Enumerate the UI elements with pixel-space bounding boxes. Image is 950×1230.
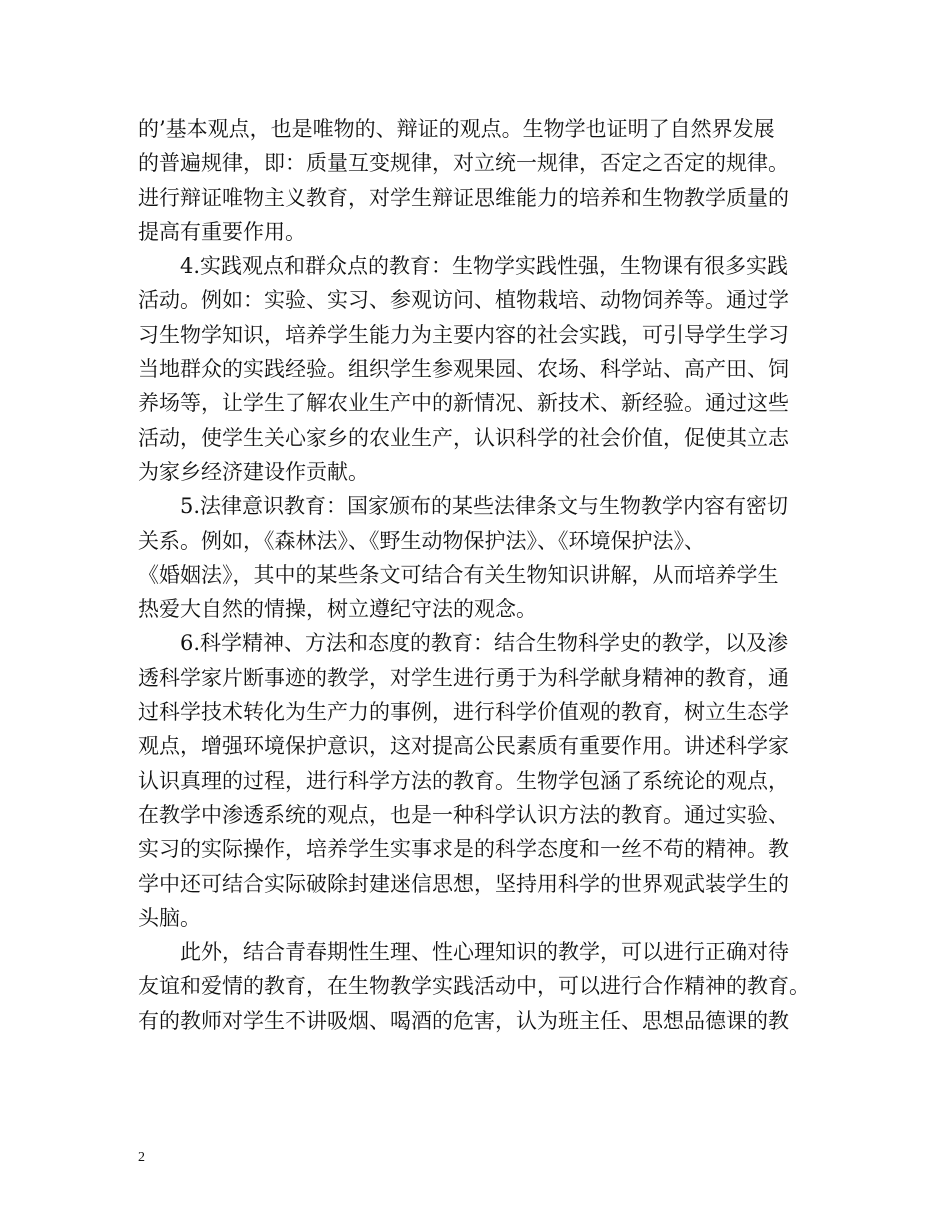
paragraph-first-line: 此外，结合青春期性生理、性心理知识的教学，可以进行正确对待 xyxy=(180,940,789,965)
paragraph-first-line: 6.科学精神、方法和态度的教育：结合生物科学史的教学，以及渗 xyxy=(180,631,789,656)
paragraph-line: 活动。例如：实验、实习、参观访问、植物栽培、动物饲养等。通过学 xyxy=(138,288,789,313)
paragraph-line: 头脑。 xyxy=(138,905,201,930)
paragraph-line: 学中还可结合实际破除封建迷信思想，坚持用科学的世界观武装学生的 xyxy=(138,871,789,896)
paragraph-line: 《婚姻法》，其中的某些条文可结合有关生物知识讲解，从而培养学生 xyxy=(138,562,779,587)
body-text xyxy=(138,112,828,1038)
paragraph-first-line: 5.法律意识教育：国家颁布的某些法律条文与生物教学内容有密切 xyxy=(180,494,789,519)
paragraph-line: 的普遍规律，即：质量互变规律，对立统一规律，否定之否定的规律。 xyxy=(138,151,789,176)
paragraph-first-line: 4.实践观点和群众点的教育：生物学实践性强，生物课有很多实践 xyxy=(180,254,789,279)
paragraph-line: 热爱大自然的情操，树立遵纪守法的观念。 xyxy=(138,597,537,622)
paragraph-line: 的’基本观点，也是唯物的、辩证的观点。生物学也证明了自然界发展 xyxy=(138,117,775,141)
paragraph-line: 为家乡经济建设作贡献。 xyxy=(138,459,369,484)
paragraph-line: 过科学技术转化为生产力的事例，进行科学价值观的教育，树立生态学 xyxy=(138,700,789,725)
paragraph-line: 实习的实际操作，培养学生实事求是的科学态度和一丝不苟的精神。教 xyxy=(138,837,789,862)
paragraph-line: 观点，增强环境保护意识，这对提高公民素质有重要作用。讲述科学家 xyxy=(138,734,789,759)
paragraph-line: 当地群众的实践经验。组织学生参观果园、农场、科学站、高产田、饲 xyxy=(138,357,789,382)
paragraph-line: 提高有重要作用。 xyxy=(138,219,306,244)
page-number: 2 xyxy=(138,1150,145,1165)
paragraph-line: 活动，使学生关心家乡的农业生产，认识科学的社会价值，促使其立志 xyxy=(138,425,789,450)
paragraph-line: 在教学中渗透系统的观点，也是一种科学认识方法的教育。通过实验、 xyxy=(138,802,789,827)
paragraph-line: 关系。例如，《森林法》、《野生动物保护法》、《环境保护法》、 xyxy=(138,528,705,553)
paragraph-line: 养场等，让学生了解农业生产中的新情况、新技术、新经验。通过这些 xyxy=(138,391,789,416)
paragraph-line: 进行辩证唯物主义教育，对学生辩证思维能力的培养和生物教学质量的 xyxy=(138,185,789,210)
paragraph-line: 有的教师对学生不讲吸烟、喝酒的危害，认为班主任、思想品德课的教 xyxy=(138,1008,789,1033)
paragraph-line: 认识真理的过程，进行科学方法的教育。生物学包涵了系统论的观点， xyxy=(138,768,789,793)
paragraph-line: 友谊和爱情的教育，在生物教学实践活动中，可以进行合作精神的教育。 xyxy=(138,974,810,999)
paragraph-line: 习生物学知识，培养学生能力为主要内容的社会实践，可引导学生学习 xyxy=(138,322,789,347)
paragraph-line: 透科学家片断事迹的教学，对学生进行勇于为科学献身精神的教育，通 xyxy=(138,665,789,690)
